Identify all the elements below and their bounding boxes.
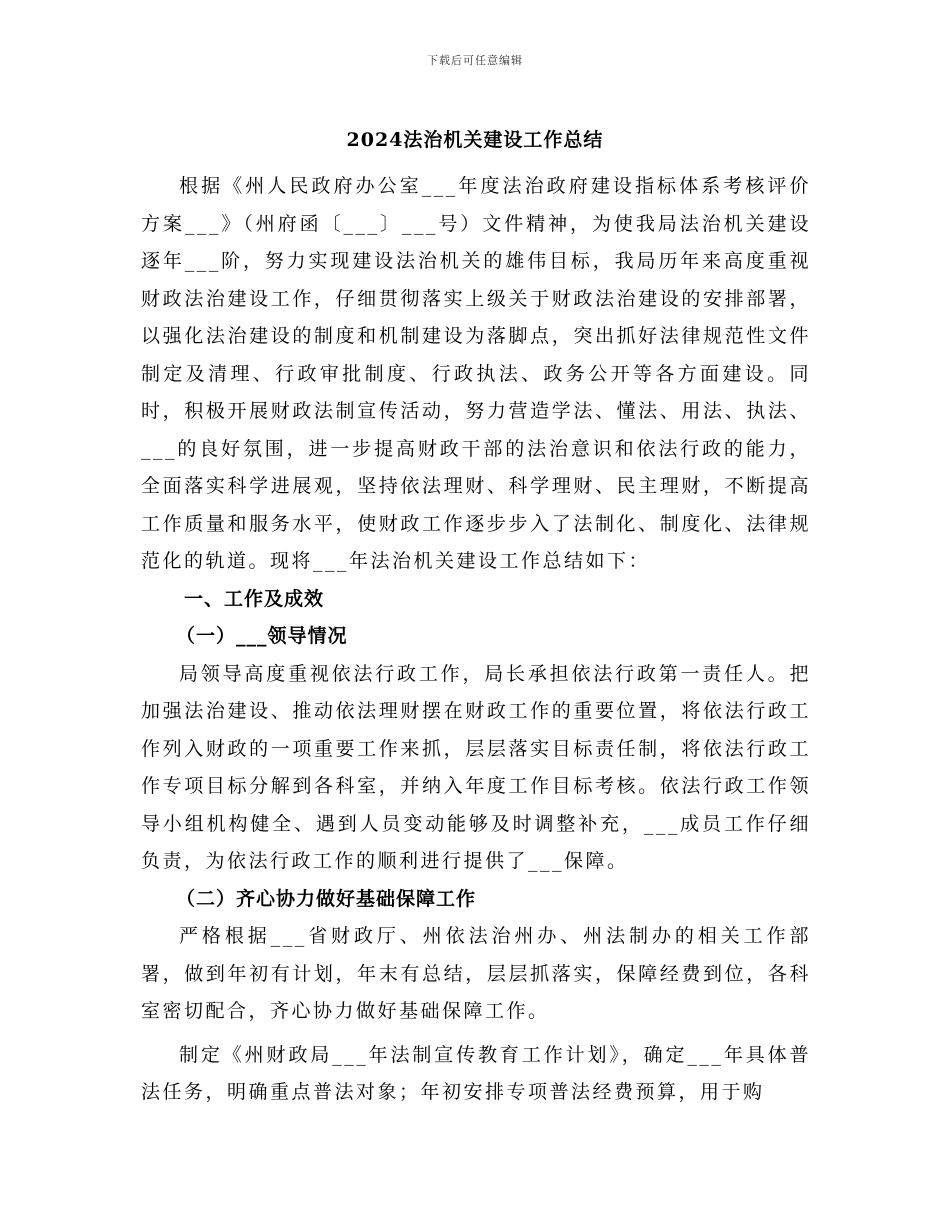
sub-heading-basic-work: （二）齐心协力做好基础保障工作 <box>176 887 477 910</box>
header-note: 下载后可任意编辑 <box>427 54 523 67</box>
basic-work-paragraph: 严格根据___省财政厅、州依法治州办、州法制办的相关工作部署，做到年初有计划，年末有总结，层层抓落实，保障经费到位，各科室密切配合，齐心协力做好基础保障工作。 <box>141 925 811 1022</box>
leadership-paragraph: 局领导高度重视依法行政工作，局长承担依法行政第一责任人。把加强法治建设、推动依法理财摆在财政工作的重要位置，将依法行政工作列入财政的一项重要工作来抓，层层落实目标责任制，将依法行政工作专项目标分解到各科室，并纳入年度工作目标考核。依法行政工作领导小组机构健全、遇到人员变动能够及时调整补充，___成员工作仔细负责，为依法行政工作的顺利进行提供了___保障。 <box>141 662 811 872</box>
plan-paragraph: 制定《州财政局___年法制宣传教育工作计划》，确定___年具体普法任务，明确重点普法对象；年初安排专项普法经费预算，用于购 <box>141 1043 811 1103</box>
document-title: 2024法治机关建设工作总结 <box>346 129 604 151</box>
sub-heading-leadership: （一）___领导情况 <box>176 625 348 647</box>
section-heading-one: 一、工作及成效 <box>184 587 325 610</box>
document-body <box>141 168 811 1112</box>
intro-paragraph: 根据《州人民政府办公室___年度法治政府建设指标体系考核评价方案___》（州府函〔___〕___号）文件精神，为使我局法治机关建设逐年___阶，努力实现建设法治机关的雄伟目标，我局历年来高度重视财政法治建设工作，仔细贯彻落实上级关于财政法治建设的安排部署，以强化法治建设的制度和机制建设为落脚点，突出抓好法律规范性文件制定及清理、行政审批制度、行政执法、政务公开等各方面建设。同时，积极开展财政法制宣传活动，努力营造学法、懂法、用法、执法、___的良好氛围，进一步提高财政干部的法治意识和依法行政的能力，全面落实科学进展观，坚持依法理财、科学理财、民主理财，不断提高工作质量和服务水平，使财政工作逐步步入了法制化、制度化、法律规范化的轨道。现将___年法治机关建设工作总结如下： <box>141 175 811 572</box>
